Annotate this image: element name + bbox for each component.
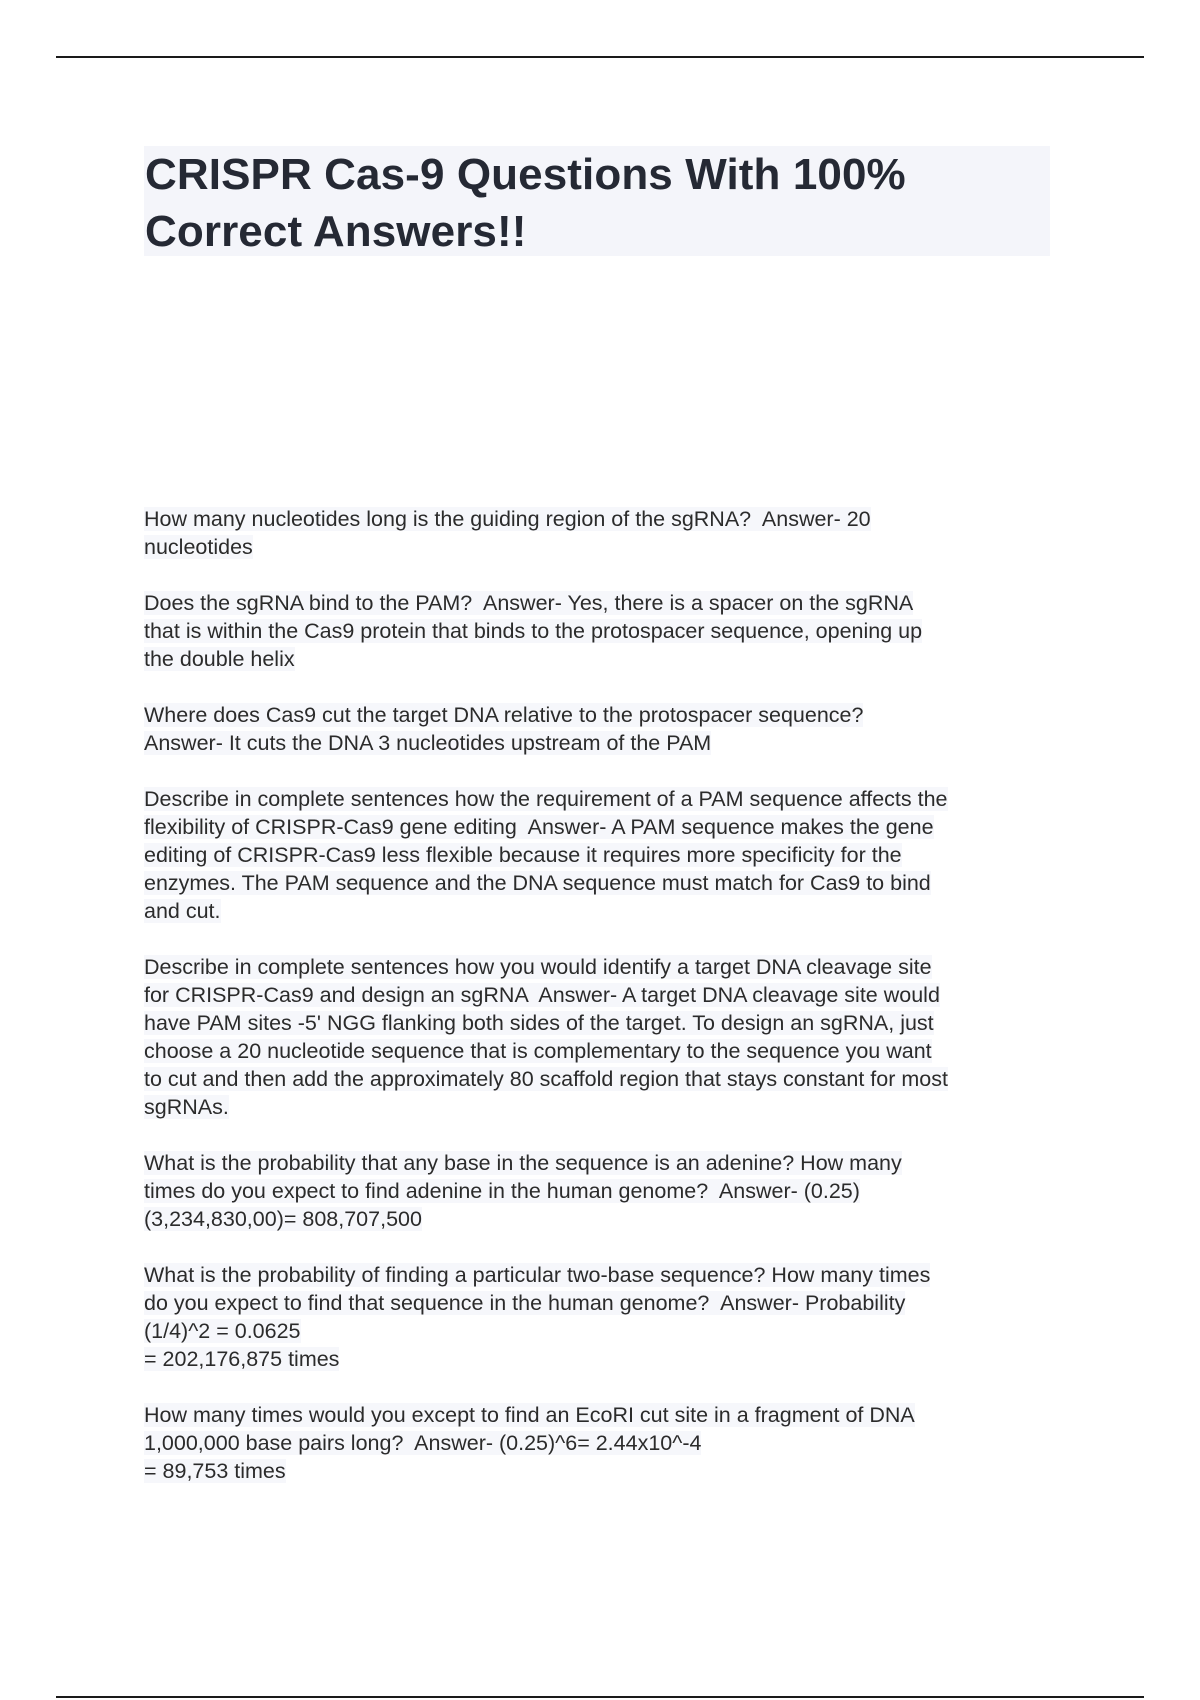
- qa-item: [144, 589, 1064, 673]
- qa-item: [144, 1401, 1064, 1485]
- qa-item: [144, 953, 1064, 1121]
- qa-text: Where does Cas9 cut the target DNA relative to the protospacer sequence? Answer- It cuts the DNA 3 nucleotides upstream of the PAM: [144, 703, 864, 755]
- qa-item: [144, 1149, 1064, 1233]
- document-title: CRISPR Cas-9 Questions With 100% Correct Answers!!: [145, 150, 906, 256]
- qa-text: Describe in complete sentences how the requirement of a PAM sequence affects the flexibility of CRISPR-Cas9 gene editing Answer- A PAM sequence makes the gene editing of CRISPR-Cas9 less flexible because it requires more specificity for the enzymes. The PAM sequence and the DNA sequence must match for Cas9 to bind and cut.: [144, 787, 948, 923]
- qa-text: Describe in complete sentences how you would identify a target DNA cleavage site for CRISPR-Cas9 and design an sgRNA Answer- A target DNA cleavage site would have PAM sites -5' NGG flanking both sides of the target. To design an sgRNA, just choose a 20 nucleotide sequence that is complementary to the sequence you want to cut and then add the approximately 80 scaffold region that stays constant for most sgRNAs.: [144, 955, 948, 1119]
- qa-text: What is the probability that any base in the sequence is an adenine? How many times do you expect to find adenine in the human genome? Answer- (0.25) (3,234,830,00)= 808,707,500: [144, 1151, 902, 1231]
- qa-text: What is the probability of finding a particular two-base sequence? How many times do you expect to find that sequence in the human genome? Answer- Probability (1/4)^2 = 0.0625 = 202,176,875 times: [144, 1263, 931, 1371]
- qa-item: [144, 505, 1064, 561]
- qa-item: [144, 1261, 1064, 1373]
- qa-text: How many nucleotides long is the guiding region of the sgRNA? Answer- 20 nucleotides: [144, 507, 871, 559]
- header-rule: [56, 56, 1144, 58]
- qa-item: [144, 785, 1064, 925]
- qa-text: How many times would you except to find an EcoRI cut site in a fragment of DNA 1,000,000 base pairs long? Answer- (0.25)^6= 2.44x10^-4 = 89,753 times: [144, 1403, 915, 1483]
- qa-item: [144, 701, 1064, 757]
- title-block: [144, 146, 1050, 256]
- qa-list: [144, 505, 1064, 1513]
- footer-rule: [56, 1696, 1144, 1698]
- qa-text: Does the sgRNA bind to the PAM? Answer- Yes, there is a spacer on the sgRNA that is within the Cas9 protein that binds to the protospacer sequence, opening up the double helix: [144, 591, 923, 671]
